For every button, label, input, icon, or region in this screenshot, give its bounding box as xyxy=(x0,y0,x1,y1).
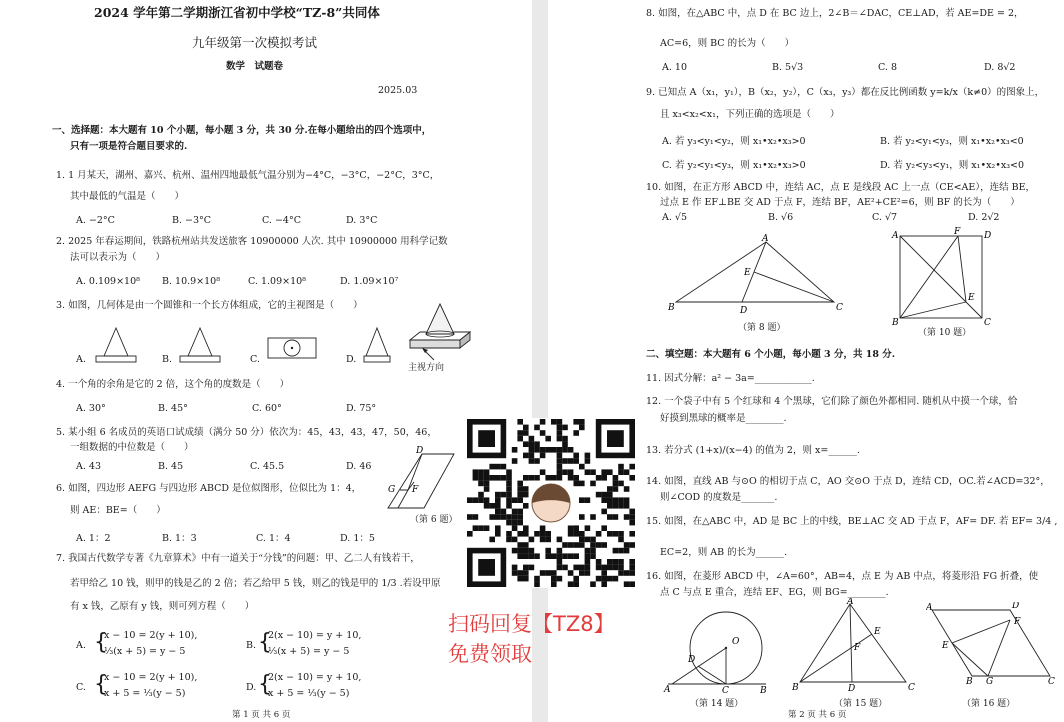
q4-option-a: A. 30° xyxy=(76,403,106,414)
q6-caption: （第 6 题） xyxy=(410,515,458,525)
q9-option-d: D. 若 y₂<y₃<y₁，则 x₁•x₂•x₃<0 xyxy=(880,160,1025,171)
q14-caption: （第 14 题） xyxy=(690,699,744,709)
q8-option-d: D. 8√2 xyxy=(984,62,1016,73)
q15-caption: （第 15 题） xyxy=(834,699,888,709)
q16-figure xyxy=(926,602,1056,684)
svg-text:A: A xyxy=(664,685,671,694)
question-5: 5. 某小组 6 名成员的英语口试成绩（满分 50 分）依次为：45，43，43，47，50，46， xyxy=(56,427,437,438)
q1-option-a: A. −2°C xyxy=(76,215,115,226)
svg-text:C: C xyxy=(984,318,991,326)
q7-option-b-eq1: 2(x − 10) = y + 10, xyxy=(268,630,362,641)
q3-option-d: D. xyxy=(346,354,357,365)
section-1-heading-cont: 只有一项是符合题目要求的. xyxy=(70,141,188,152)
q15-figure xyxy=(792,598,918,692)
q7-option-c-eq1: x − 10 = 2(y + 10), xyxy=(104,672,198,683)
q2-option-d: D. 1.09×10⁷ xyxy=(340,276,399,287)
question-14: 14. 如图，直线 AB 与⊙O 的相切于点 C，AO 交⊙O 于点 D，连结 CD，OC.若∠ACD=32°， xyxy=(646,476,1050,487)
q10-option-a: A. √5 xyxy=(662,212,687,223)
q3-option-b: B. xyxy=(162,354,173,365)
q9-option-c: C. 若 y₂<y₁<y₃，则 x₁•x₂•x₃>0 xyxy=(662,160,806,171)
question-6: 6. 如图，四边形 AEFG 与四边形 ABCD 是位似图形，位似比为 1：4， xyxy=(56,483,362,494)
svg-text:D: D xyxy=(688,655,696,665)
q7-option-c-label: C. xyxy=(76,682,86,693)
svg-text:C: C xyxy=(836,303,843,313)
question-7: 7. 我国古代数学专著《九章算术》中有一道关于“分钱”的问题：甲、乙二人有钱若干， xyxy=(56,553,420,564)
q14-figure xyxy=(662,600,772,694)
q6-option-c: C. 1：4 xyxy=(256,533,291,544)
q7-option-b-brace: { xyxy=(258,630,272,655)
q5-option-b: B. 45 xyxy=(158,461,184,472)
promo-line-2: 免费领取 xyxy=(448,642,532,666)
paper-name: 数学 试题卷 xyxy=(226,61,284,72)
svg-text:F: F xyxy=(1014,617,1021,627)
q7-option-d-label: D. xyxy=(246,682,257,693)
question-12: 12. 一个袋子中有 5 个红球和 4 个黑球，它们除了颜色外都相同. 随机从中摸一个球，恰 xyxy=(646,396,1018,407)
qr-code[interactable] xyxy=(462,418,640,588)
svg-text:D: D xyxy=(740,306,748,316)
q3-view-direction-label: 主视方向 xyxy=(408,363,445,373)
svg-text:A: A xyxy=(762,234,769,244)
svg-text:E: E xyxy=(874,627,881,637)
question-7-cont: 若甲给乙 10 钱，则甲的钱是乙的 2 倍；若乙给甲 5 钱，则乙的钱是甲的 1/3 .若设甲原 xyxy=(70,578,441,589)
q7-option-b-eq2: ⅓(x + 5) = y − 5 xyxy=(268,646,350,657)
svg-text:F: F xyxy=(954,227,961,237)
svg-text:D: D xyxy=(1012,602,1020,611)
svg-text:E: E xyxy=(968,293,975,303)
q3-option-a-figure xyxy=(94,326,138,364)
promo-line-1: 扫码回复【TZ8】 xyxy=(448,612,615,636)
svg-text:A: A xyxy=(926,603,933,613)
svg-text:B: B xyxy=(966,677,973,684)
exam-subtitle: 九年级第一次模拟考试 xyxy=(192,35,318,50)
question-1-cont: 其中最低的气温是（ ） xyxy=(70,191,185,202)
q4-option-b: B. 45° xyxy=(158,403,188,414)
q7-option-a-eq2: ⅓(x + 5) = y − 5 xyxy=(104,646,186,657)
svg-text:F: F xyxy=(854,643,861,653)
page-2-footer: 第 2 页 共 6 页 xyxy=(788,710,847,720)
svg-text:C: C xyxy=(722,686,729,694)
q3-option-d-figure xyxy=(362,326,392,364)
q7-option-a-eq1: x − 10 = 2(y + 10), xyxy=(104,630,198,641)
q7-option-d-eq1: 2(x − 10) = y + 10, xyxy=(268,672,362,683)
q7-option-a-label: A. xyxy=(76,640,86,651)
q3-option-b-figure xyxy=(178,326,222,364)
question-10-cont: 过点 E 作 EF⊥BE 交 AD 于点 F，连结 BF，AE²+CE²=6，则 BF 的长为（ ） xyxy=(660,197,1020,208)
question-9-cont: 且 x₃<x₂<x₁，下列正确的选项是（ ） xyxy=(660,109,840,120)
question-16-cont: 点 C 与点 E 重合，连结 EF、EG，则 BG=________. xyxy=(660,587,889,598)
q3-solid-figure xyxy=(404,300,474,362)
qr-code-pattern xyxy=(462,418,640,588)
q3-option-a: A. xyxy=(76,354,86,365)
q4-option-c: C. 60° xyxy=(252,403,282,414)
question-9: 9. 已知点 A（x₁，y₁），B（x₂，y₂），C（x₃，y₃）都在反比例函数 y=k/x（k≠0）的图象上， xyxy=(646,87,1045,98)
q8-option-a: A. 10 xyxy=(662,62,687,73)
q10-option-d: D. 2√2 xyxy=(968,212,1000,223)
question-15: 15. 如图，在△ABC 中，AD 是 BC 上的中线，BE⊥AC 交 AD 于点 F，AF= DF. 若 EF= 3/4 , xyxy=(646,516,1058,527)
svg-text:B: B xyxy=(668,303,675,313)
q6-option-b: B. 1：3 xyxy=(162,533,197,544)
q10-option-c: C. √7 xyxy=(872,212,898,223)
svg-text:E: E xyxy=(942,641,949,651)
q9-option-a: A. 若 y₃<y₁<y₂，则 x₁•x₂•x₃>0 xyxy=(662,136,806,147)
exam-date: 2025.03 xyxy=(378,85,418,96)
question-15-cont: EC=2，则 AB 的长为______. xyxy=(660,547,788,558)
svg-text:B: B xyxy=(892,318,899,326)
q7-option-c-brace: { xyxy=(94,672,108,697)
q1-option-d: D. 3°C xyxy=(346,215,378,226)
q3-option-c-figure xyxy=(266,336,318,362)
question-2-cont: 法可以表示为（ ） xyxy=(70,252,166,263)
q6-figure xyxy=(384,442,464,514)
q6-option-a: A. 1：2 xyxy=(76,533,111,544)
q5-option-d: D. 46 xyxy=(346,461,372,472)
svg-text:A: A xyxy=(847,598,854,607)
section-2-heading: 二、填空题：本大题有 6 个小题，每小题 3 分，共 18 分. xyxy=(646,349,896,360)
q5-option-c: C. 45.5 xyxy=(250,461,285,472)
q1-option-b: B. −3°C xyxy=(172,215,212,226)
question-10: 10. 如图，在正方形 ABCD 中，连结 AC，点 E 是线段 AC 上一点（CE<AE），连结 BE， xyxy=(646,182,1036,193)
question-3: 3. 如图，几何体是由一个圆锥和一个长方体组成，它的主视图是（ ） xyxy=(56,300,363,311)
svg-text:C: C xyxy=(1048,677,1055,684)
q5-option-a: A. 43 xyxy=(76,461,101,472)
q8-caption: （第 8 题） xyxy=(738,323,786,333)
q3-option-c: C. xyxy=(250,354,260,365)
question-8: 8. 如图，在△ABC 中，点 D 在 BC 边上，2∠B＝∠DAC，CE⊥AD，若 AE=DE = 2， xyxy=(646,8,1024,19)
question-4: 4. 一个角的余角是它的 2 倍，这个角的度数是（ ） xyxy=(56,379,290,390)
q9-option-b: B. 若 y₂<y₁<y₃，则 x₁•x₂•x₃<0 xyxy=(880,136,1024,147)
q7-option-a-brace: { xyxy=(94,630,108,655)
q4-option-d: D. 75° xyxy=(346,403,377,414)
q2-option-b: B. 10.9×10⁸ xyxy=(162,276,221,287)
q2-option-c: C. 1.09×10⁸ xyxy=(248,276,306,287)
svg-text:D: D xyxy=(416,446,424,456)
question-5-cont: 一组数据的中位数是（ ） xyxy=(70,442,194,453)
question-1: 1. 1 月某天，湖州、嘉兴、杭州、温州四地最低气温分别为−4°C，−3°C，−2°C，3°C， xyxy=(56,170,440,181)
q6-option-d: D. 1：5 xyxy=(340,533,375,544)
question-6-cont: 则 AE：BE=（ ） xyxy=(70,505,166,516)
question-14-cont: 则∠COD 的度数是_______. xyxy=(660,492,778,503)
section-1-heading: 一、选择题：本大题有 10 个小题，每小题 3 分，共 30 分.在每小题给出的四个选项中， xyxy=(52,125,432,136)
q8-option-b: B. 5√3 xyxy=(772,62,804,73)
exam-page-2 xyxy=(548,0,1064,722)
q1-option-c: C. −4°C xyxy=(262,215,301,226)
svg-text:E: E xyxy=(744,268,751,278)
svg-text:A: A xyxy=(892,231,899,241)
q10-option-b: B. √6 xyxy=(768,212,794,223)
question-2: 2. 2025 年春运期间，铁路杭州站共发送旅客 10900000 人次. 其中 10900000 用科学记数 xyxy=(56,236,448,247)
page-1-footer: 第 1 页 共 6 页 xyxy=(232,710,291,720)
q8-figure xyxy=(668,232,848,316)
exam-title: 2024 学年第二学期浙江省初中学校“TZ-8”共同体 xyxy=(94,5,380,20)
q8-option-c: C. 8 xyxy=(878,62,898,73)
svg-text:C: C xyxy=(908,683,915,692)
question-7-cont-2: 有 x 钱，乙原有 y 钱，则可列方程（ ） xyxy=(70,601,255,612)
q7-option-d-eq2: x + 5 = ⅓(y − 5) xyxy=(268,688,350,699)
q2-option-a: A. 0.109×10⁸ xyxy=(76,276,140,287)
svg-text:G: G xyxy=(388,485,396,495)
svg-text:O: O xyxy=(732,637,740,647)
q7-option-c-eq2: x + 5 = ⅓(y − 5) xyxy=(104,688,186,699)
q10-caption: （第 10 题） xyxy=(918,328,972,338)
question-13: 13. 若分式 (1+x)/(x−4) 的值为 2，则 x=______. xyxy=(646,445,860,456)
q10-figure xyxy=(888,226,994,326)
svg-text:D: D xyxy=(848,684,856,692)
q7-option-b-label: B. xyxy=(246,640,257,651)
question-16: 16. 如图，在菱形 ABCD 中，∠A=60°，AB=4，点 E 为 AB 中点，将菱形沿 FG 折叠，使 xyxy=(646,571,1039,582)
question-12-cont: 好摸到黑球的概率是________. xyxy=(660,413,787,424)
svg-text:B: B xyxy=(760,686,767,694)
svg-text:B: B xyxy=(792,683,799,692)
svg-text:G: G xyxy=(986,677,994,684)
q7-option-d-brace: { xyxy=(258,672,272,697)
q16-caption: （第 16 题） xyxy=(962,699,1016,709)
svg-text:F: F xyxy=(412,485,419,495)
svg-text:D: D xyxy=(984,231,992,241)
question-11: 11. 因式分解：a² − 3a=____________. xyxy=(646,373,815,384)
question-8-cont: AC=6，则 BC 的长为（ ） xyxy=(660,38,795,49)
